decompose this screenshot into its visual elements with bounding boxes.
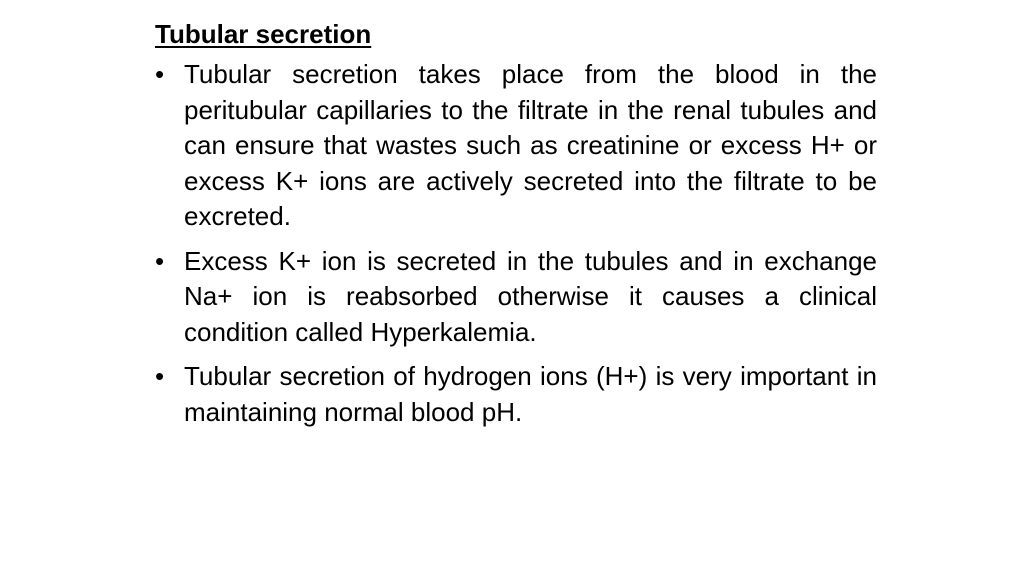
bullet-item [155, 244, 877, 351]
bullet-list [155, 57, 877, 430]
bullet-text: Excess K+ ion is secreted in the tubules and in exchange Na+ ion is reabsorbed otherwise it causes a clinical condition called Hyperkalemia. [184, 245, 877, 347]
bullet-item [155, 57, 877, 235]
bullet-text: Tubular secretion takes place from the blood in the peritubular capillaries to the filtrate in the renal tubules and can ensure that wastes such as creatinine or excess H+ or excess K+ ions are actively secreted into the filtrate to be excreted. [184, 59, 877, 231]
slide-heading: Tubular secretion [155, 19, 372, 49]
bullet-dot: • [155, 361, 165, 391]
bullet-dot: • [155, 59, 165, 89]
slide-content [155, 16, 877, 439]
bullet-item [155, 359, 877, 430]
bullet-dot: • [155, 245, 165, 276]
bullet-text: Tubular secretion of hydrogen ions (H+) is very important in maintaining normal blood pH. [184, 361, 877, 427]
